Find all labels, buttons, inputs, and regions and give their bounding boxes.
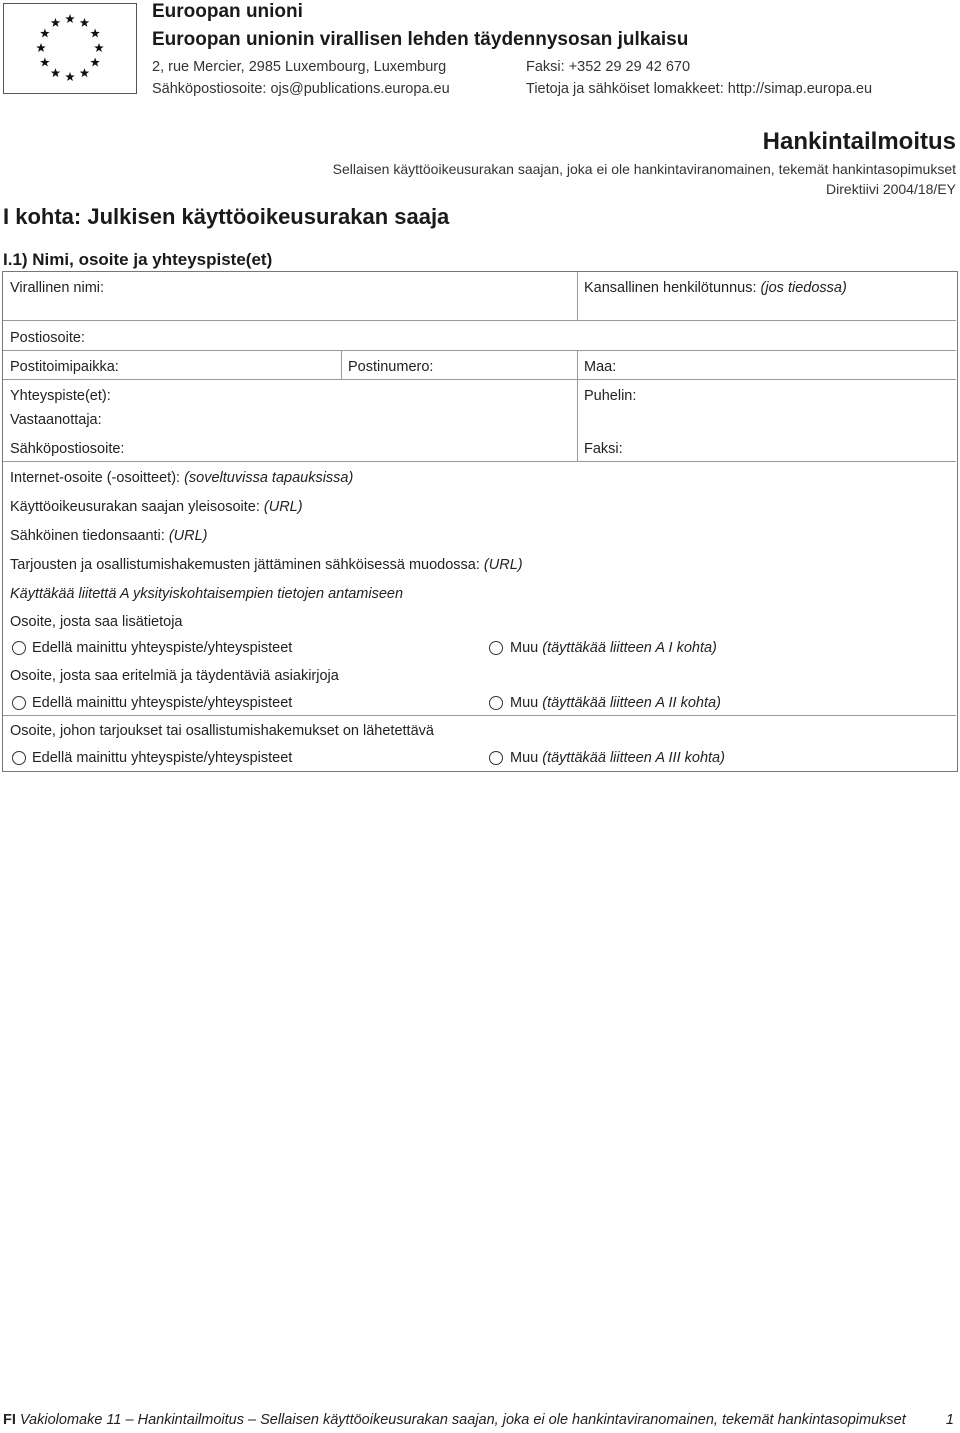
divider — [341, 350, 342, 379]
contact-email: Sähköpostiosoite: ojs@publications.europa.eu — [152, 81, 450, 97]
above-contact-label-1: Edellä mainittu yhteyspiste/yhteyspisteet — [32, 640, 293, 656]
contact-fax: Faksi: +352 29 29 42 670 — [526, 59, 691, 75]
national-id-field[interactable] — [584, 280, 847, 296]
radio-above-contact-3[interactable] — [12, 751, 26, 765]
footer-text: Vakiolomake 11 – Hankintailmoitus – Sellaisen käyttöoikeusurakan saajan, joka ei ole hankintaviranomainen, tekemät hankintasopimukset — [19, 1412, 906, 1428]
divider — [3, 715, 956, 716]
divider — [577, 272, 578, 320]
electronic-access-field[interactable] — [10, 528, 208, 544]
flag-star-icon — [94, 43, 104, 52]
flag-star-icon — [65, 72, 75, 81]
section-title: I kohta: Julkisen käyttöoikeusurakan saaja — [3, 204, 450, 229]
other-text-2: Muu — [510, 695, 539, 711]
org-name: Euroopan unioni — [152, 1, 303, 22]
flag-star-icon — [40, 29, 50, 38]
divider — [3, 379, 956, 380]
postal-address-field[interactable]: Postiosoite: — [10, 330, 85, 346]
annex-note-text: Käyttäkää liitettä A yksityiskohtaisempien tietojen antamiseen — [10, 586, 404, 602]
radio-above-contact-1[interactable] — [12, 641, 26, 655]
directive-label: Direktiivi 2004/18/EY — [826, 181, 956, 197]
other-text-1: Muu — [510, 640, 539, 656]
telephone-field[interactable]: Puhelin: — [584, 388, 637, 404]
general-address-label: Käyttöoikeusurakan saajan yleisosoite: — [10, 499, 260, 515]
footer-lang: FI — [3, 1412, 16, 1428]
option-heading-further-info: Osoite, josta saa lisätietoja — [10, 614, 183, 630]
contact-points-field[interactable]: Yhteyspiste(et): — [10, 388, 111, 404]
flag-star-icon — [51, 18, 61, 27]
other-note-3: (täyttäkää liitteen A III kohta) — [542, 750, 725, 766]
flag-star-icon — [80, 18, 90, 27]
above-contact-label-3: Edellä mainittu yhteyspiste/yhteyspisteet — [32, 750, 293, 766]
publication-title: Euroopan unionin virallisen lehden täydennysosan julkaisu — [152, 29, 689, 50]
radio-other-3[interactable] — [489, 751, 503, 765]
general-address-field[interactable] — [10, 499, 303, 515]
other-label-2 — [510, 695, 721, 711]
eu-flag-icon — [3, 3, 137, 94]
electronic-submission-label: Tarjousten ja osallistumishakemusten jättäminen sähköisessä muodossa: — [10, 557, 480, 573]
flag-star-icon — [90, 58, 100, 67]
flag-star-icon — [40, 58, 50, 67]
divider — [3, 461, 956, 462]
flag-star-icon — [36, 43, 46, 52]
internet-address-note: (soveltuvissa tapauksissa) — [184, 470, 354, 486]
other-note-1: (täyttäkää liitteen A I kohta) — [542, 640, 717, 656]
option-heading-specifications: Osoite, josta saa eritelmiä ja täydentäviä asiakirjoja — [10, 668, 339, 684]
notice-title: Hankintailmoitus — [762, 128, 956, 155]
town-field[interactable]: Postitoimipaikka: — [10, 359, 119, 375]
divider — [577, 350, 578, 461]
option-heading-submission: Osoite, johon tarjoukset tai osallistumishakemukset on lähetettävä — [10, 723, 434, 739]
above-contact-label-2: Edellä mainittu yhteyspiste/yhteyspisteet — [32, 695, 293, 711]
national-id-note: (jos tiedossa) — [760, 280, 847, 296]
electronic-access-label: Sähköinen tiedonsaanti: — [10, 528, 165, 544]
page-number: 1 — [945, 1412, 954, 1428]
country-field[interactable]: Maa: — [584, 359, 617, 375]
national-id-label: Kansallinen henkilötunnus: — [584, 280, 757, 296]
fax-field[interactable]: Faksi: — [584, 441, 623, 457]
flag-star-icon — [80, 68, 90, 77]
electronic-access-note: (URL) — [168, 528, 208, 544]
radio-above-contact-2[interactable] — [12, 696, 26, 710]
notice-subtitle: Sellaisen käyttöoikeusurakan saajan, joka ei ole hankintaviranomainen, tekemät hankintasopimukset — [332, 161, 956, 177]
general-address-note: (URL) — [263, 499, 303, 515]
subsection-title: I.1) Nimi, osoite ja yhteyspiste(et) — [3, 250, 273, 269]
annex-note — [10, 586, 403, 602]
attention-field[interactable]: Vastaanottaja: — [10, 412, 102, 428]
page-footer — [3, 1412, 906, 1428]
postal-address: 2, rue Mercier, 2985 Luxembourg, Luxemburg — [152, 59, 447, 75]
flag-star-icon — [90, 29, 100, 38]
flag-star-icon — [51, 68, 61, 77]
postal-code-field[interactable]: Postinumero: — [348, 359, 434, 375]
email-field[interactable]: Sähköpostiosoite: — [10, 441, 125, 457]
official-name-field[interactable]: Virallinen nimi: — [10, 280, 105, 296]
forms-info: Tietoja ja sähköiset lomakkeet: http://simap.europa.eu — [526, 81, 873, 97]
other-text-3: Muu — [510, 750, 539, 766]
electronic-submission-field[interactable] — [10, 557, 523, 573]
divider — [3, 320, 956, 321]
internet-address-label: Internet-osoite (-osoitteet): — [10, 470, 181, 486]
radio-other-2[interactable] — [489, 696, 503, 710]
contact-form — [2, 271, 958, 772]
other-label-3 — [510, 750, 725, 766]
radio-other-1[interactable] — [489, 641, 503, 655]
flag-star-icon — [65, 14, 75, 23]
other-label-1 — [510, 640, 717, 656]
electronic-submission-note: (URL) — [483, 557, 523, 573]
other-note-2: (täyttäkää liitteen A II kohta) — [542, 695, 721, 711]
divider — [3, 350, 956, 351]
internet-address-row — [10, 470, 353, 486]
